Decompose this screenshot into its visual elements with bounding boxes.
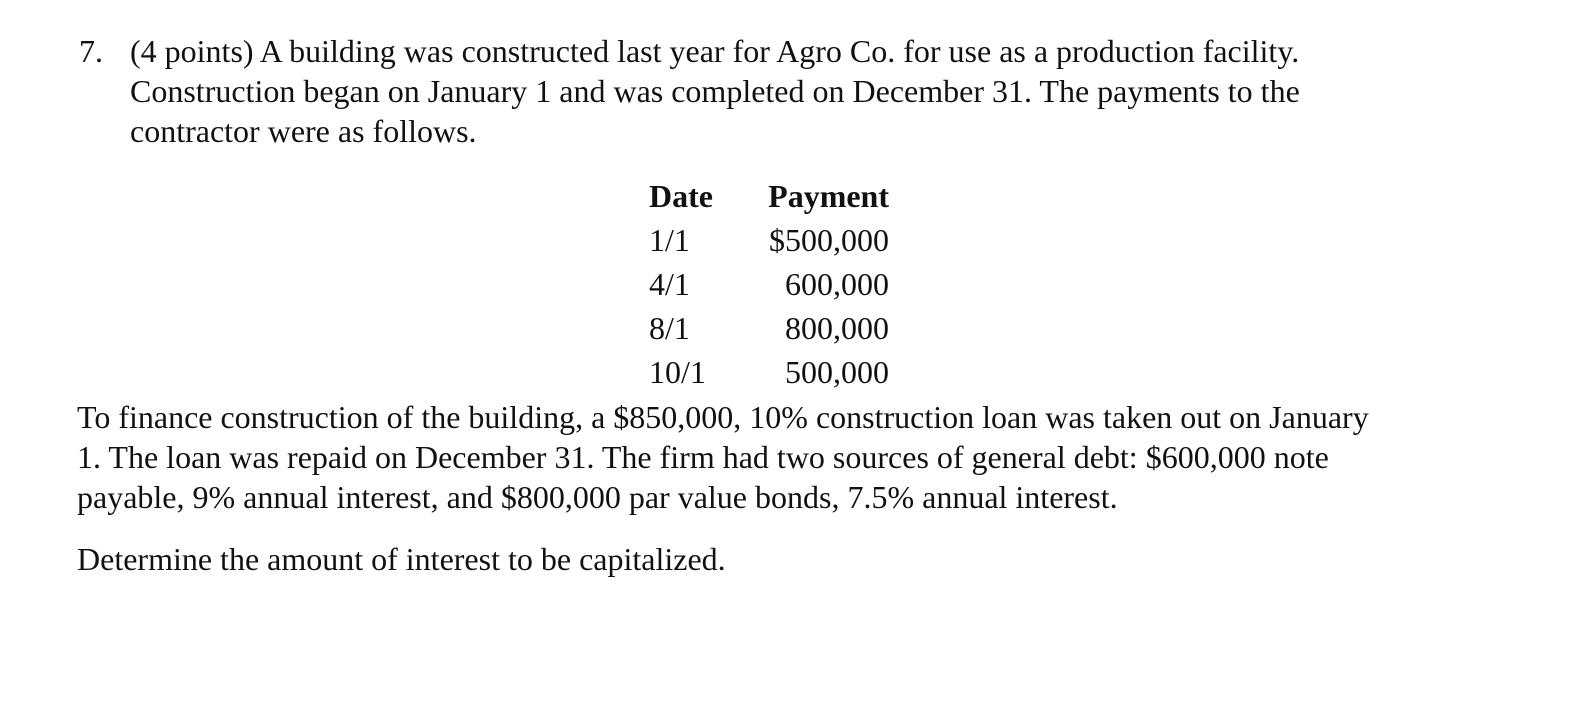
payment-date-cell: 1/1 <box>649 222 690 258</box>
payments-table <box>649 174 889 394</box>
question-intro-line: contractor were as follows. <box>130 113 477 149</box>
table-row <box>649 306 889 350</box>
table-row <box>649 218 889 262</box>
payment-column-header: Payment <box>768 178 889 214</box>
question-intro-line: (4 points) A building was constructed last year for Agro Co. for use as a production facility. <box>130 33 1300 69</box>
payment-amount-cell: 800,000 <box>785 310 889 346</box>
financing-line: 1. The loan was repaid on December 31. The firm had two sources of general debt: $600,000 note <box>77 439 1329 475</box>
payment-amount-cell: 600,000 <box>785 266 889 302</box>
question-intro <box>130 31 1460 151</box>
payment-date-cell: 10/1 <box>649 354 706 390</box>
question-intro-line: Construction began on January 1 and was completed on December 31. The payments to the <box>130 73 1300 109</box>
payment-amount-cell: $500,000 <box>769 222 889 258</box>
payments-table-header-row <box>649 174 889 218</box>
task-instruction: Determine the amount of interest to be capitalized. <box>77 541 726 577</box>
date-column-header: Date <box>649 178 713 214</box>
table-row <box>649 262 889 306</box>
financing-line: payable, 9% annual interest, and $800,000 par value bonds, 7.5% annual interest. <box>77 479 1118 515</box>
financing-line: To finance construction of the building, a $850,000, 10% construction loan was taken out on January <box>77 399 1369 435</box>
payment-date-cell: 8/1 <box>649 310 690 346</box>
payment-date-cell: 4/1 <box>649 266 690 302</box>
table-row <box>649 350 889 394</box>
payment-amount-cell: 500,000 <box>785 354 889 390</box>
question-number: 7. <box>79 33 103 69</box>
financing-paragraph <box>77 397 1497 517</box>
